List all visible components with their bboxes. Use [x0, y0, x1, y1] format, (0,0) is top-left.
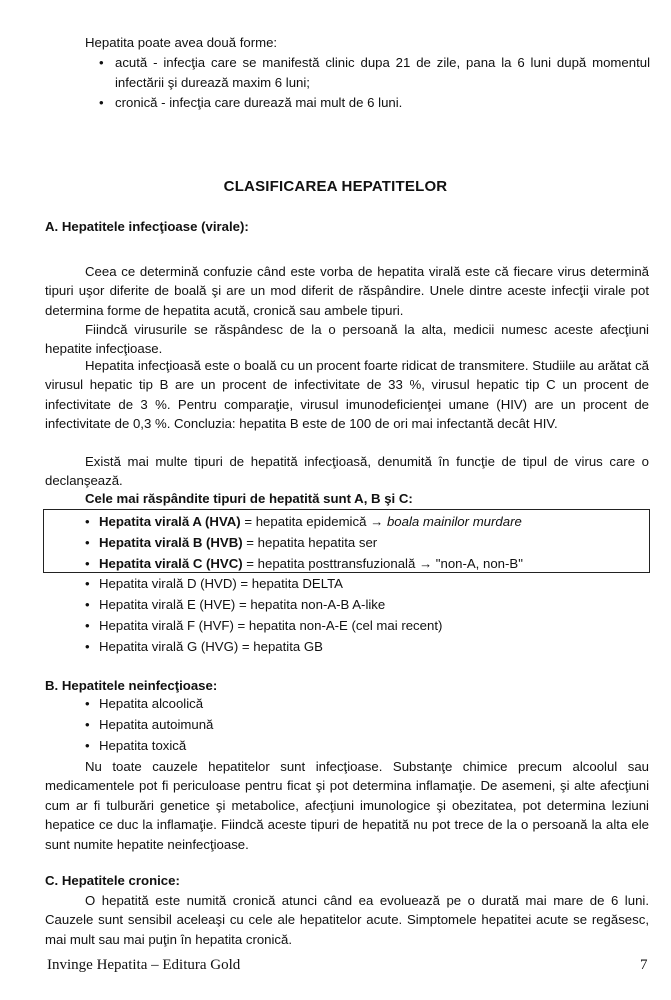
footer-text: Invinge Hepatita – Editura Gold [47, 957, 241, 973]
bullet-chronic: • cronică - infecţia care durează mai mult de 6 luni. [85, 93, 650, 113]
intro-lead: Hepatita poate avea două forme: [85, 35, 278, 50]
paragraph: Fiindcă virusurile se răspândesc de la o persoană la alta, medicii numesc aceste afecţiuni hepatite infecţioase. [45, 322, 649, 357]
list-item: • Hepatita autoimună [85, 714, 213, 735]
bullet-dot-icon: • [85, 717, 90, 732]
intro-block [85, 33, 650, 113]
page-number: 7 [640, 957, 648, 973]
paragraph: Există mai multe tipuri de hepatită infecţioasă, denumită în funcţie de tipul de virus care o declanşează. [45, 454, 649, 489]
list-item: • Hepatita virală C (HVC) = hepatita posttransfuzională → "non-A, non-B" [85, 553, 523, 574]
list-item: • Hepatita virală D (HVD) = hepatita DELTA [85, 573, 442, 594]
page-title: CLASIFICAREA HEPATITELOR [223, 178, 448, 195]
noninfectious-list [85, 693, 213, 756]
bullet-dot-icon: • [85, 738, 90, 753]
list-item: • Hepatita virală G (HVG) = hepatita GB [85, 636, 442, 657]
list-item: • Hepatita virală F (HVF) = hepatita non-A-E (cel mai recent) [85, 615, 442, 636]
boxed-types-list [85, 511, 523, 574]
paragraph: Hepatita infecţioasă este o boală cu un procent foarte ridicat de transmitere. Studiile au arătat că virusul hepatic tip B are un procent de infectivitate de 33 %, virusul hepatic tip C un procent de infectivitate de 3 %. Pentru comparaţie, virusul imunodeficienţei umane (HIV) are un procent de infectivitate de 0,3 %. Concluzia: hepatita B este de 100 de ori mai infectantă decât HIV. [45, 358, 649, 432]
bullet-dot-icon: • [85, 639, 90, 654]
list-item: • Hepatita virală B (HVB) = hepatita hepatita ser [85, 532, 523, 553]
bullet-dot-icon: • [85, 618, 90, 633]
bullet-dot-icon: • [85, 576, 90, 591]
bullet-dot-icon: • [85, 535, 90, 550]
bullet-dot-icon: • [85, 696, 90, 711]
other-types-list [85, 573, 442, 657]
bullet-dot-icon: • [99, 55, 104, 70]
bullet-dot-icon: • [85, 514, 90, 529]
bullet-dot-icon: • [99, 95, 104, 110]
list-item: • Hepatita virală E (HVE) = hepatita non-A-B A-like [85, 594, 442, 615]
bullet-dot-icon: • [85, 597, 90, 612]
bullet-acute: • acută - infecţia care se manifestă clinic dupa 21 de zile, pana la 6 luni după momentul infectării şi durează maxim 6 luni; [99, 55, 650, 90]
list-item: • Hepatita toxică [85, 735, 213, 756]
paragraph: Ceea ce determină confuzie când este vorba de hepatita virală este că fiecare virus determină tipuri uşor diferite de boală şi are un mod diferit de răspândire. Unele dintre aceste infecţii virale pot determina forme de hepatita acută, cronică sau ambele tipuri. [45, 264, 649, 318]
section-c-heading: C. Hepatitele cronice: [45, 873, 180, 888]
bullet-dot-icon: • [85, 556, 90, 571]
section-a-heading: A. Hepatitele infecţioase (virale): [45, 219, 249, 234]
list-item: • Hepatita alcoolică [85, 693, 213, 714]
section-b-heading: B. Hepatitele neinfecţioase: [45, 678, 218, 693]
paragraph: O hepatită este numită cronică atunci când ea evoluează pe o durată mai mare de 6 luni. Cauzele sunt sensibil aceleaşi cu cele ale hepatitelor acute. Simptomele hepatitei acute se regăsesc, mai mult sau mai puţin în hepatita cronică. [45, 893, 649, 947]
paragraph: Nu toate cauzele hepatitelor sunt infecţioase. Substanţe chimice precum alcoolul sau medicamentele pot fi periculoase pentru ficat şi pot determina inflamaţie. De asemeni, şi alte afecţiuni cum ar fi tulburări genetice şi metabolice, afecţiuni imunologice şi obezitatea, pot determina leziuni hepatice ce duc la inflamaţie. Fiindcă aceste tipuri de hepatită nu pot trece de la o persoană la alta ele sunt numite hepatite neinfecţioase. [45, 759, 649, 852]
common-types-heading: Cele mai răspândite tipuri de hepatită sunt A, B şi C: [85, 491, 413, 506]
list-item: • Hepatita virală A (HVA) = hepatita epidemică → boala mainilor murdare [85, 511, 523, 532]
